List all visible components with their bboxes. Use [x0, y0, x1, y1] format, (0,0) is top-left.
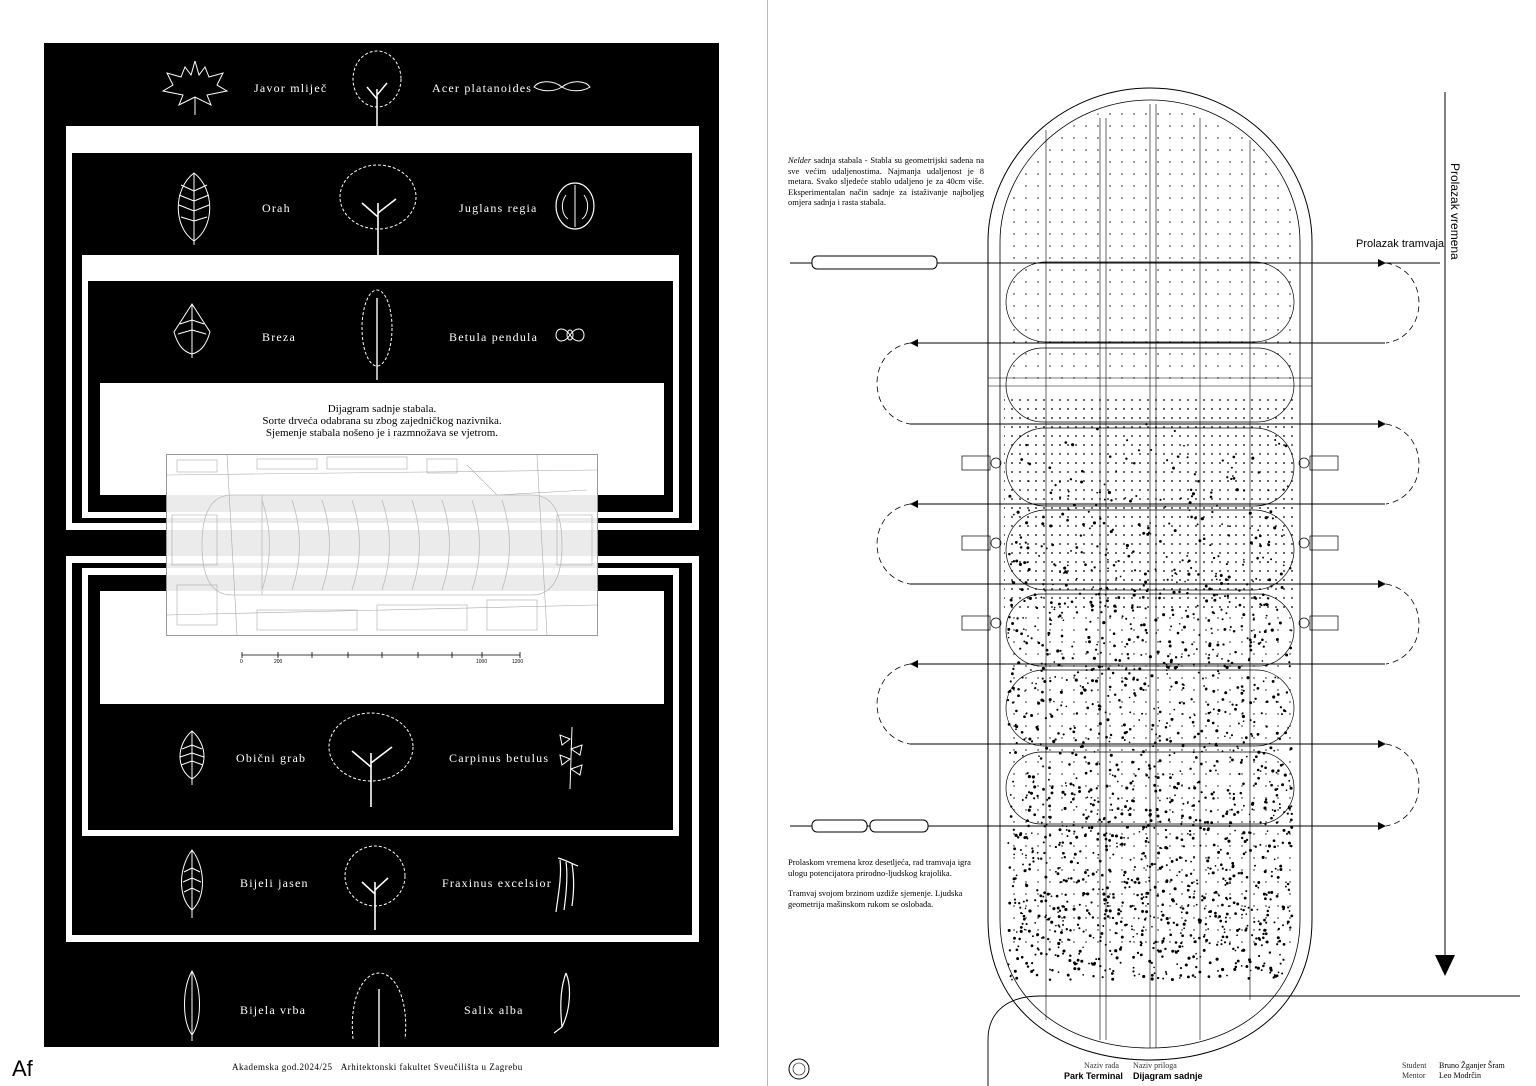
common-name: Bijela vrba — [240, 1003, 307, 1017]
tree-row-vrba — [44, 963, 719, 1053]
hornbeam-leaf-icon — [176, 729, 208, 787]
maple-leaf-icon — [159, 61, 231, 117]
tree-row-orah — [44, 163, 719, 253]
tree-icon — [338, 163, 418, 255]
common-name: Breza — [262, 330, 296, 344]
samara-seed-icon — [532, 77, 592, 97]
project-label: Naziv rada — [1084, 1061, 1119, 1070]
mentor-label: Mentor — [1402, 1071, 1426, 1080]
time-label: Prolazak vremena — [1448, 163, 1462, 260]
student-label: Student — [1402, 1061, 1427, 1070]
common-name: Orah — [262, 201, 291, 215]
tree-icon — [349, 969, 409, 1047]
student-value: Bruno Žganjer Šram — [1439, 1061, 1505, 1070]
nelder-text: sadnja stabala - Stabla su geometrijski sađena na sve većim udaljenostima. Najmanja udaljenost je 8 metara. Svako sljedeće stablo udaljeno je za 40cm više. Eksperimentalan način sadnje za istaživanje najboljeg omjera sadnja i rasta stabala. — [788, 155, 984, 207]
footer-credits — [232, 1062, 523, 1072]
latin-name: Salix alba — [464, 1003, 524, 1017]
willow-catkin-icon — [550, 971, 576, 1037]
tram-note-p2: Tramvaj svojom brzinom uzdiže sjemenje. Ljudska geometrija mašinskom rukom se oslobađa. — [788, 888, 963, 909]
time-arrow-icon — [1435, 955, 1455, 976]
tree-icon — [342, 844, 408, 930]
project-value: Park Terminal — [1064, 1071, 1123, 1081]
ash-leaf-icon — [178, 848, 206, 920]
nelder-word: Nelder — [788, 155, 812, 165]
scale-label-200: 200 — [274, 659, 283, 665]
faculty-name: Arhitektonski fakultet Sveučilišta u Zagrebu — [340, 1062, 523, 1072]
scale-label-0: 0 — [240, 659, 243, 665]
caption-line-3: Sjemenje stabala nošeno je i razmnožava se vjetrom. — [265, 427, 499, 439]
common-name: Javor mliječ — [254, 81, 328, 95]
university-seal-icon — [789, 1059, 809, 1079]
hornbeam-seed-icon — [554, 725, 588, 791]
latin-name: Juglans regia — [459, 201, 538, 215]
planting-diagram — [768, 0, 1536, 1086]
latin-name: Carpinus betulus — [449, 751, 550, 765]
latin-name: Acer platanoides — [432, 81, 533, 95]
caption-line-2: Sorte drveća odabrana su zbog zajedničkog nazivnika. — [262, 415, 502, 427]
walnut-icon — [554, 181, 596, 231]
common-name: Obični grab — [236, 751, 307, 765]
scale-bar — [240, 648, 522, 668]
caption-line-1: Dijagram sadnje stabala. — [327, 403, 437, 415]
latin-name: Betula pendula — [449, 330, 539, 344]
site-map — [166, 454, 598, 636]
tree-row-grab — [44, 711, 719, 801]
mentor-value: Leo Modrčin — [1439, 1071, 1481, 1080]
birch-seed-icon — [554, 324, 586, 346]
ash-seed-icon — [552, 856, 582, 916]
scale-label-1000: 1000 — [476, 659, 488, 665]
birch-leaf-icon — [170, 302, 214, 360]
tree-icon — [349, 49, 405, 129]
tram-label: Prolazak tramvaja — [1356, 238, 1445, 250]
tree-row-jasen — [44, 838, 719, 928]
sheet-value: Dijagram sadnje — [1133, 1071, 1203, 1081]
tree-row-javor — [44, 43, 719, 133]
common-name: Bijeli jasen — [240, 876, 309, 890]
tree-icon — [326, 711, 416, 807]
academic-year: Akademska god.2024/25 — [232, 1062, 333, 1072]
willow-leaf-icon — [182, 969, 202, 1043]
latin-name: Fraxinus excelsior — [442, 876, 552, 890]
tree-species-panel — [44, 43, 719, 1047]
tree-row-breza — [44, 288, 719, 378]
scale-label-1200: 1200 — [512, 659, 524, 665]
tree-icon — [360, 288, 394, 380]
sheet-label: Naziv priloga — [1133, 1061, 1177, 1070]
tram-icon — [812, 256, 937, 832]
tram-note-p1: Prolaskom vremena kroz desetljeća, rad tramvaja igra ulogu potencijatora prirodno-ljudskog krajolika. — [788, 857, 971, 878]
faculty-logo: Af — [12, 1056, 33, 1081]
walnut-leaf-icon — [171, 171, 217, 247]
